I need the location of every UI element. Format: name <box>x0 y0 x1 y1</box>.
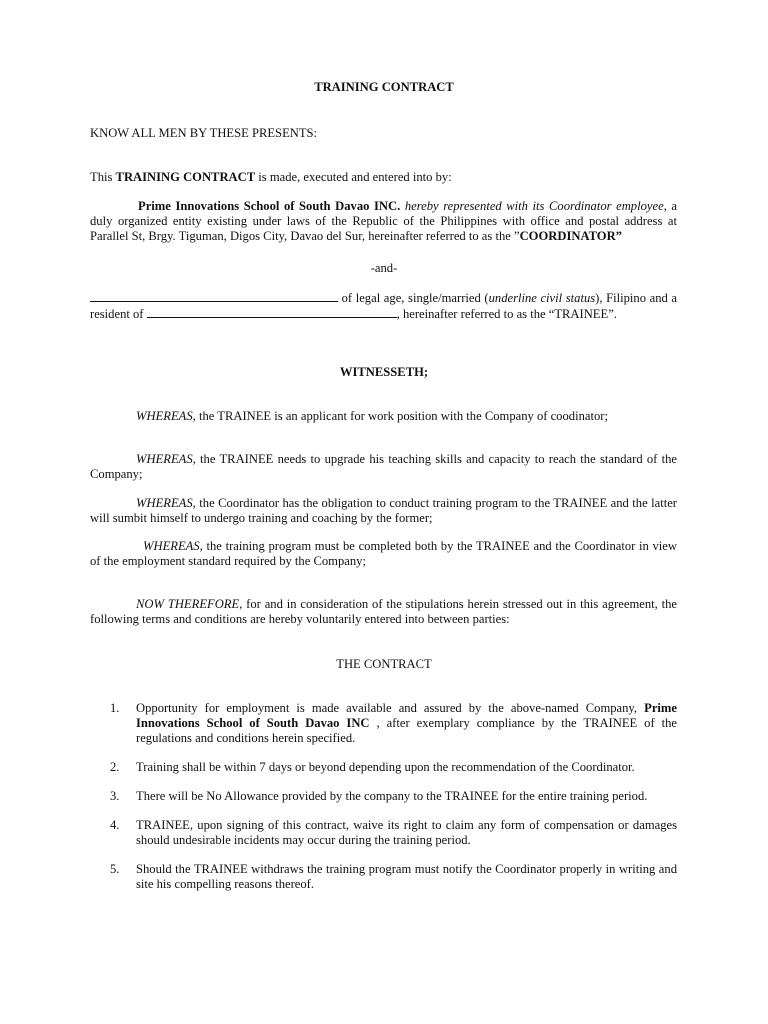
document-title: TRAINING CONTRACT <box>314 80 454 94</box>
item-number: 4. <box>110 818 120 832</box>
whereas-clause <box>90 539 677 569</box>
list-item <box>90 862 677 892</box>
trainee-name-blank <box>90 290 338 302</box>
coordinator-role: COORDINATOR” <box>519 229 622 243</box>
trainee-civil-status-note: underline civil status <box>488 291 596 305</box>
party-trainee-paragraph <box>90 290 677 322</box>
whereas-text: , the TRAINEE is an applicant for work position with the Company of coodinator; <box>192 409 608 423</box>
item-text: Training shall be within 7 days or beyond depending upon the recommendation of the Coordinator. <box>136 760 635 774</box>
item-text: TRAINEE, upon signing of this contract, waive its right to claim any form of compensation or damages should undesirable incidents may occur during the training period. <box>136 818 677 847</box>
list-item <box>90 789 677 804</box>
whereas-lead: WHEREAS, <box>136 496 196 510</box>
party-coordinator-paragraph <box>90 199 677 244</box>
and-separator: -and- <box>370 261 398 275</box>
whereas-lead: WHEREAS <box>143 539 200 553</box>
intro-bold: TRAINING CONTRACT <box>115 170 256 184</box>
coordinator-description: , a duly organized entity existing under laws of the Republic of the Philippines with office and postal address at Parallel St, Brgy. Tiguman, Digos City, Davao del Sur, hereinafter referred to as the ” <box>90 199 678 243</box>
trainee-text-1: of legal age, single/married ( <box>338 291 489 305</box>
whereas-lead: WHEREAS <box>136 452 193 466</box>
trainee-text-3: , hereinafter referred to as the “TRAINEE”. <box>396 307 617 321</box>
item-number: 5. <box>110 862 120 876</box>
item-number: 1. <box>110 701 120 715</box>
intro-paragraph <box>90 170 677 185</box>
whereas-clause <box>90 496 677 526</box>
trainee-address-blank <box>147 306 397 318</box>
intro-post: is made, executed and entered into by: <box>255 170 452 184</box>
item-text: Should the TRAINEE withdraws the training program must notify the Coordinator properly in writing and site his compelling reasons thereof. <box>136 862 677 891</box>
trainee-text-2: ), Filipino and a resident of <box>90 291 677 321</box>
list-item <box>90 760 677 775</box>
coordinator-name: Prime Innovations School of South Davao INC. <box>138 199 401 213</box>
coordinator-representation: hereby represented with its Coordinator employee <box>400 199 664 213</box>
whereas-clause <box>90 452 677 482</box>
item-text: Opportunity for employment is made available and assured by the above-named Company, <box>136 701 645 715</box>
now-therefore-lead: NOW THEREFORE <box>136 597 240 611</box>
item-text-end: , after exemplary compliance by the TRAINEE of the regulations and conditions herein specified. <box>136 716 678 745</box>
preamble: KNOW ALL MEN BY THESE PRESENTS: <box>90 126 318 140</box>
item-bold-text: Prime Innovations School of South Davao INC <box>136 701 677 730</box>
now-therefore-paragraph <box>90 597 677 627</box>
whereas-text: , the training program must be completed both by the TRAINEE and the Coordinator in view of the employment standard required by the Company; <box>90 539 677 568</box>
whereas-text: the Coordinator has the obligation to conduct training program to the TRAINEE and the latter will sumbit himself to undergo training and coaching by the former; <box>90 496 677 525</box>
intro-pre: This <box>90 170 116 184</box>
now-therefore-text: , for and in consideration of the stipulations herein stressed out in this agreement, the following terms and conditions are hereby voluntarily entered into between parties: <box>90 597 677 626</box>
item-text: There will be No Allowance provided by the company to the TRAINEE for the entire training period. <box>136 789 648 803</box>
contract-terms-list <box>90 701 677 906</box>
whereas-clause <box>90 409 677 424</box>
item-number: 2. <box>110 760 120 774</box>
whereas-text: , the TRAINEE needs to upgrade his teaching skills and capacity to reach the standard of the Company; <box>90 452 677 481</box>
item-number: 3. <box>110 789 120 803</box>
contract-heading: THE CONTRACT <box>336 657 432 671</box>
witnesseth-heading: WITNESSETH; <box>339 365 429 379</box>
list-item <box>90 701 677 746</box>
list-item <box>90 818 677 848</box>
whereas-lead: WHEREAS <box>136 409 193 423</box>
